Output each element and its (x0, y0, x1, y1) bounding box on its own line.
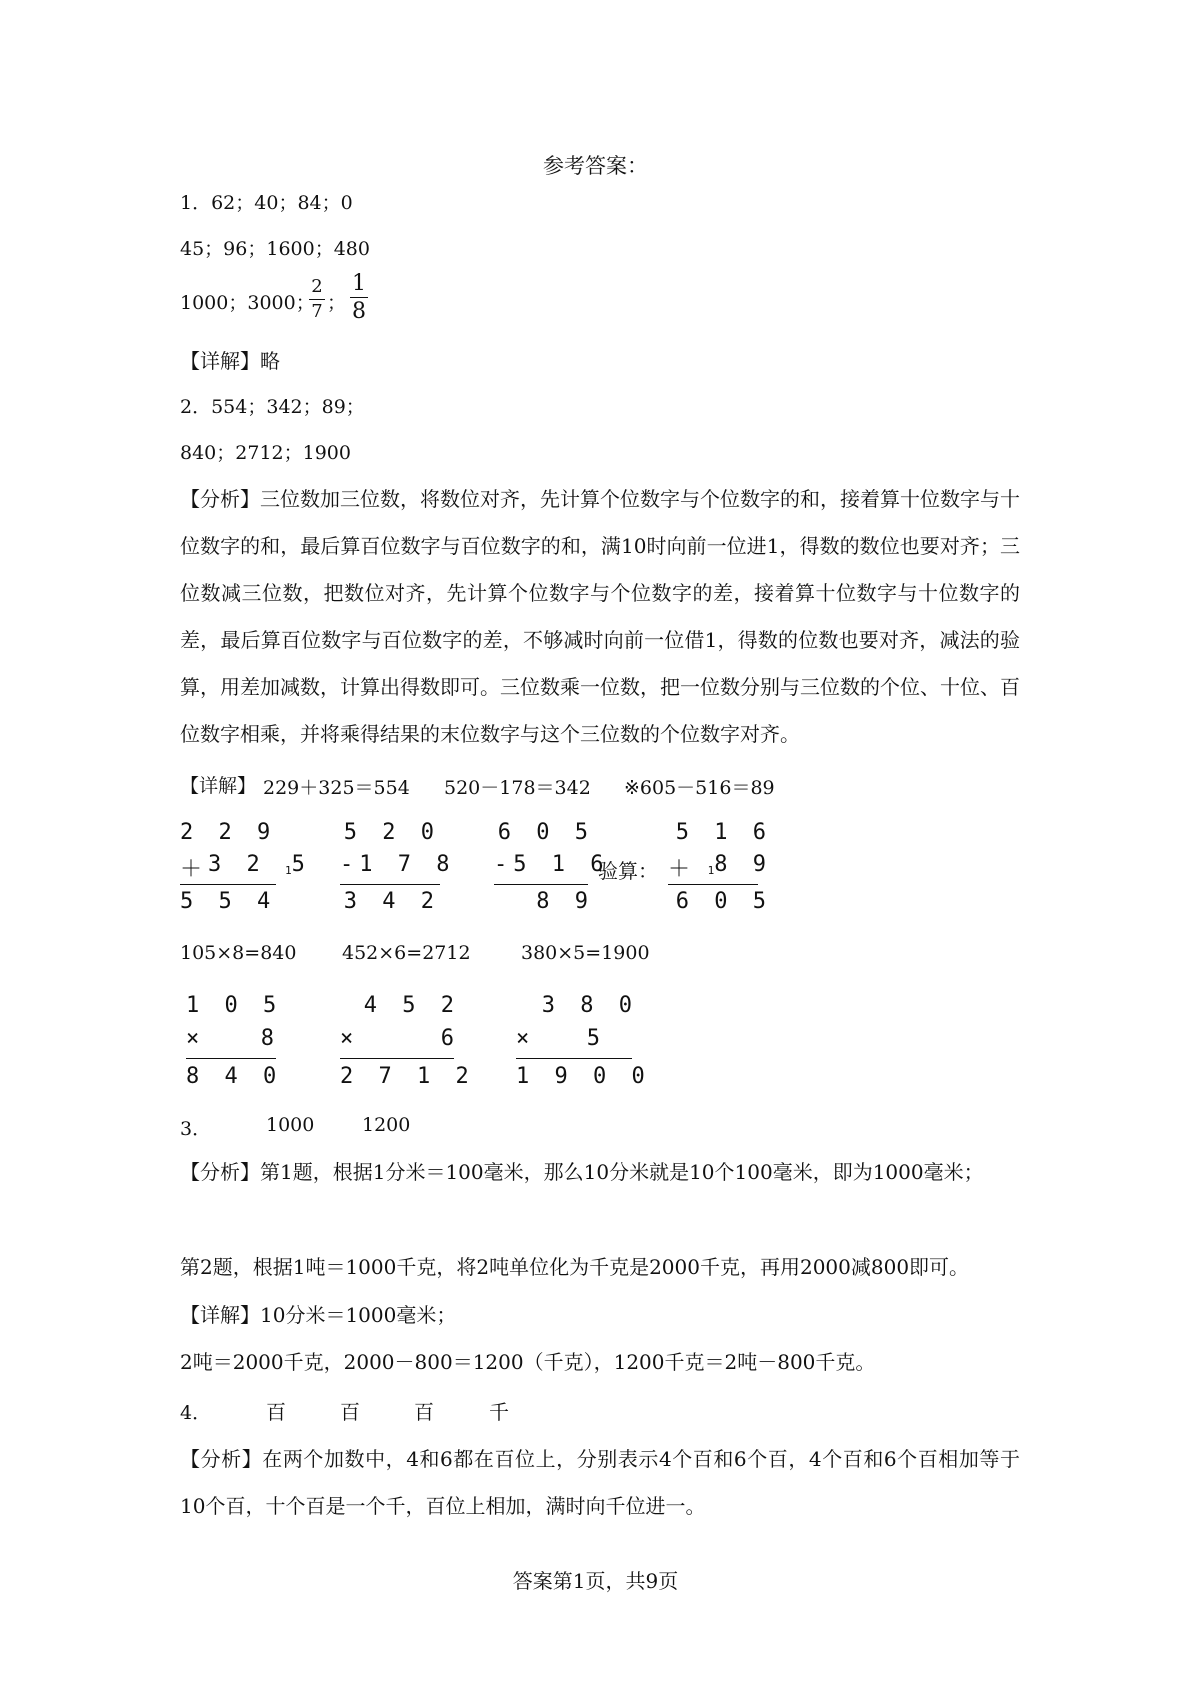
vertical-check-rule (668, 884, 758, 885)
minus-sign: - (494, 852, 514, 877)
page-title: 参考答案： (543, 154, 648, 178)
check-label: 验算： (598, 859, 658, 883)
vertical-check-result: 6 0 5 (675, 889, 772, 914)
q3-analysis-2: 第2题，根据1吨＝1000千克，将2吨单位化为千克是2000千克，再用2000减800即可。 (180, 1255, 970, 1279)
q2-detail-label: 【详解】 (180, 775, 257, 797)
q2-line2: 840；2712；1900 (180, 442, 351, 464)
q1-line3-prefix: 1000；3000； (180, 292, 315, 314)
vertical-add-result: 5 5 4 (180, 889, 277, 914)
vertical-mult1-rule (186, 1058, 276, 1059)
q1-line1: 1．62；40；84；0 (180, 192, 353, 214)
q4-answer-3: 百 (414, 1400, 434, 1424)
mult-equation-2: 452×6=2712 (342, 942, 471, 964)
q3-detail-1: 【详解】10分米＝1000毫米； (180, 1303, 457, 1327)
fraction-numerator: 1 (352, 271, 366, 296)
q1-line3 (180, 288, 315, 315)
q3-detail-2: 2吨＝2000千克，2000－800＝1200（千克），1200千克＝2吨－800千克。 (180, 1350, 876, 1374)
times-sign: × (340, 1026, 360, 1051)
q4-answer-1: 百 (266, 1400, 286, 1424)
minus-sign: - (340, 852, 360, 877)
page-footer: 答案第1页，共9页 (512, 1569, 679, 1593)
q2-equation-1: 229＋325＝554 (263, 777, 410, 799)
plus-sign: ＋ (180, 857, 209, 882)
q2-equation-2: 520－178＝342 (444, 777, 591, 799)
vertical-sub-top: 5 2 0 (343, 820, 440, 845)
vertical-add-middle: ＋ 3 2 15 (180, 852, 311, 882)
vertical-mult3-rule (516, 1058, 632, 1059)
vertical-mult2-rule (340, 1058, 454, 1059)
vertical-mult2-top: 4 5 2 (363, 993, 460, 1018)
q3-number: 3． (180, 1118, 212, 1140)
times-sign: × (186, 1026, 206, 1051)
fraction-numerator: 2 (311, 276, 323, 297)
q4-answer-2: 百 (340, 1400, 360, 1424)
vertical-check-top: 5 1 6 (675, 820, 772, 845)
vertical-mult2-middle: × 6 (340, 1026, 460, 1051)
q2-equation-3: ※605－516＝89 (624, 777, 775, 799)
q4-answer-4: 千 (489, 1400, 509, 1424)
vertical-mult2-result: 2 7 1 2 (340, 1064, 475, 1089)
q1-separator: ； (327, 292, 347, 314)
vertical-sub-result: 3 4 2 (343, 889, 440, 914)
fraction-2-7 (309, 277, 325, 322)
fraction-denominator: 7 (311, 301, 323, 322)
vertical-sub2-rule (494, 884, 588, 885)
vertical-mult3-middle: × 5 (516, 1026, 606, 1051)
carry-mark: 1 (285, 864, 292, 877)
q3-analysis-1: 【分析】第1题，根据1分米＝100毫米，那么10分米就是10个100毫米，即为1000毫米； (180, 1160, 984, 1184)
times-sign: × (516, 1026, 536, 1051)
vertical-mult1-top: 1 0 5 (186, 993, 283, 1018)
fraction-1-8 (350, 272, 368, 323)
vertical-sub2-result: 8 9 (536, 889, 594, 914)
carry-mark: 1 (707, 864, 715, 877)
vertical-add-rule (180, 884, 276, 885)
q4-analysis: 【分析】在两个加数中，4和6都在百位上，分别表示4个百和6个百，4个百和6个百相加等于10个百，十个百是一个千，百位上相加，满时向千位进一。 (180, 1447, 1020, 1518)
q3-answer-2: 1200 (362, 1114, 411, 1136)
q1-line2: 45；96；1600；480 (180, 238, 370, 260)
vertical-sub-middle: - 1 7 8 (340, 852, 456, 877)
q2-line1: 2．554；342；89； (180, 396, 365, 418)
vertical-mult3-top: 3 8 0 (541, 993, 638, 1018)
vertical-sub2-middle: - 5 1 6 (494, 852, 610, 877)
q1-detail: 【详解】略 (180, 349, 280, 373)
mult-equation-3: 380×5=1900 (521, 942, 650, 964)
mult-equation-1: 105×8=840 (180, 942, 297, 964)
fraction-denominator: 8 (352, 299, 366, 324)
q2-analysis: 【分析】三位数加三位数，将数位对齐，先计算个位数字与个位数字的和，接着算十位数字与十位数字的和，最后算百位数字与百位数字的和，满10时向前一位进1，得数的数位也要对齐；三位数减三位数，把数位对齐，先计算个位数字与个位数字的差，接着算十位数字与十位数字的差，最后算百位数字与百位数字的差，不够减时向前一位借1，得数的位数也要对齐，减法的验算，用差加减数，计算出得数即可。三位数乘一位数，把一位数分别与三位数的个位、十位、百位数字相乘，并将乘得结果的末位数字与这个三位数的个位数字对齐。 (180, 487, 1020, 746)
vertical-add-top: 2 2 9 (180, 820, 277, 845)
vertical-check-middle: ＋ 18 9 (668, 852, 772, 882)
vertical-mult1-result: 8 4 0 (186, 1064, 283, 1089)
plus-sign: ＋ (668, 857, 697, 882)
q4-number: 4． (180, 1402, 212, 1424)
q3-answer-1: 1000 (266, 1114, 315, 1136)
vertical-mult1-middle: × 8 (186, 1026, 280, 1051)
vertical-sub2-top: 6 0 5 (497, 820, 594, 845)
vertical-mult3-result: 1 9 0 0 (516, 1064, 651, 1089)
vertical-sub-rule (340, 884, 440, 885)
